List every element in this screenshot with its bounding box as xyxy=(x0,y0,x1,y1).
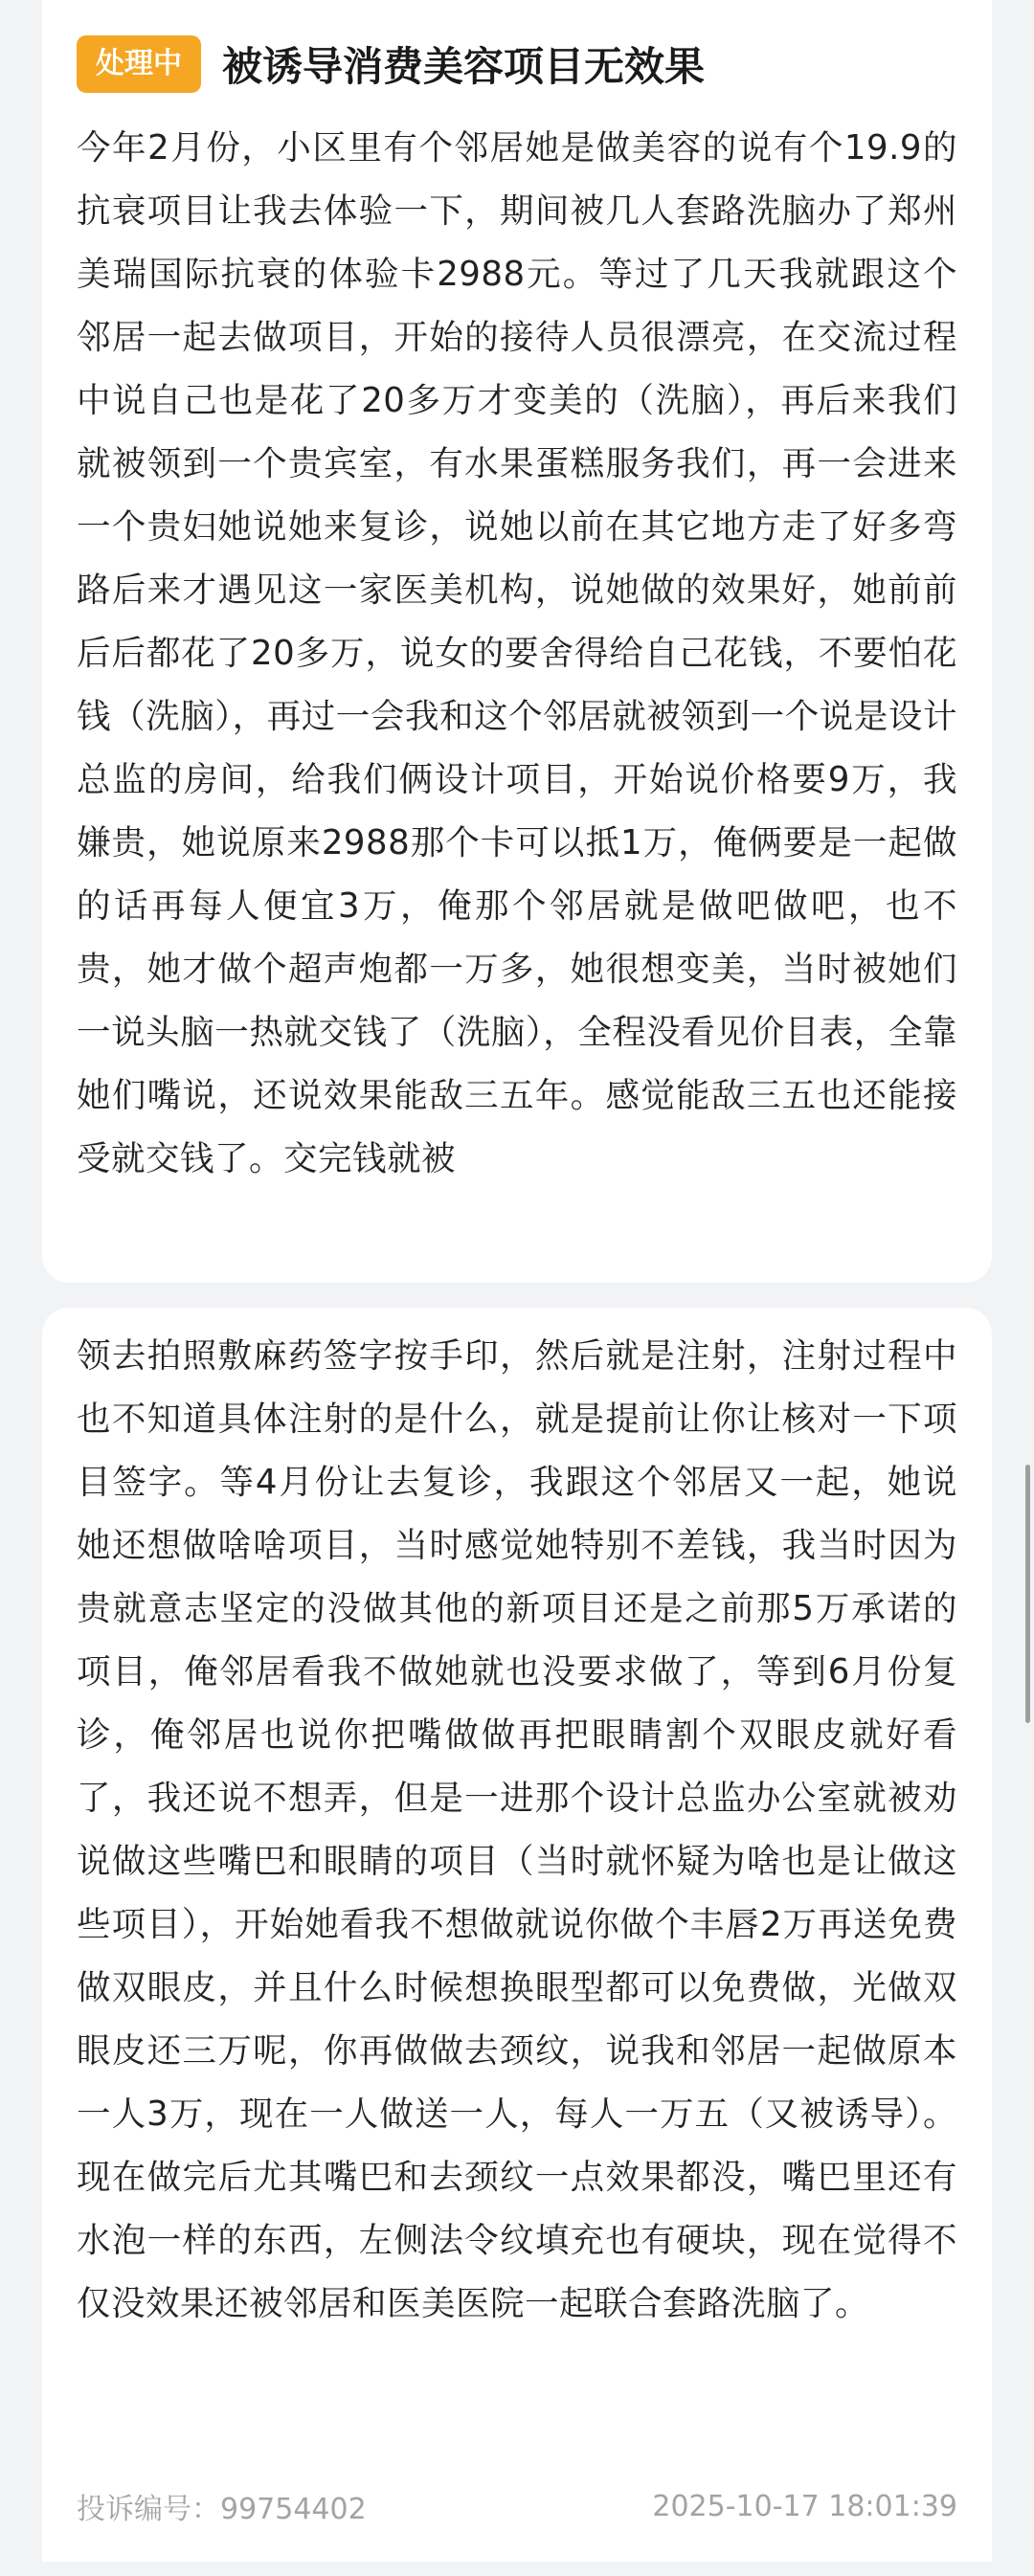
complaint-card-bottom xyxy=(42,1308,992,2562)
complaint-id xyxy=(77,2485,367,2527)
complaint-id-value: 99754402 xyxy=(220,2493,367,2526)
complaint-footer xyxy=(77,2485,957,2527)
complaint-body-part-2: 领去拍照敷麻药签字按手印，然后就是注射，注射过程中也不知道具体注射的是什么，就是提前让你让核对一下项目签字。等4月份让去复诊，我跟这个邻居又一起，她说她还想做啥啥项目，当时感觉她特别不差钱，我当时因为贵就意志坚定的没做其他的新项目还是之前那5万承诺的项目，俺邻居看我不做她就也没要求做了，等到6月份复诊，俺邻居也说你把嘴做做再把眼睛割个双眼皮就好看了，我还说不想弄，但是一进那个设计总监办公室就被劝说做这些嘴巴和眼睛的项目（当时就怀疑为啥也是让做这些项目），开始她看我不想做就说你做个丰唇2万再送免费做双眼皮，并且什么时候想换眼型都可以免费做，光做双眼皮还三万呢，你再做做去颈纹，说我和邻居一起做原本一人3万，现在一人做送一人，每人一万五（又被诱导）。现在做完后尤其嘴巴和去颈纹一点效果都没，嘴巴里还有水泡一样的东西，左侧法令纹填充也有硬块，现在觉得不仅没效果还被邻居和医美医院一起联合套路洗脑了。 xyxy=(77,1336,957,2323)
title-row xyxy=(77,31,957,98)
complaint-timestamp: 2025-10-17 18:01:39 xyxy=(652,2489,957,2523)
complaint-title[interactable]: 被诱导消费美容项目无效果 xyxy=(222,43,706,90)
complaint-body-part-1: 今年2月份，小区里有个邻居她是做美容的说有个19.9的抗衰项目让我去体验一下，期间被几人套路洗脑办了郑州美瑞国际抗衰的体验卡2988元。等过了几天我就跟这个邻居一起去做项目，开始的接待人员很漂亮，在交流过程中说自己也是花了20多万才变美的（洗脑），再后来我们就被领到一个贵宾室，有水果蛋糕服务我们，再一会进来一个贵妇她说她来复诊，说她以前在其它地方走了好多弯路后来才遇见这一家医美机构，说她做的效果好，她前前后后都花了20多万，说女的要舍得给自己花钱，不要怕花钱（洗脑），再过一会我和这个邻居就被领到一个说是设计总监的房间，给我们俩设计项目，开始说价格要9万，我嫌贵，她说原来2988那个卡可以抵1万，俺俩要是一起做的话再每人便宜3万，俺那个邻居就是做吧做吧，也不贵，她才做个超声炮都一万多，她很想变美，当时被她们一说头脑一热就交钱了（洗脑），全程没看见价目表，全靠她们嘴说，还说效果能敌三五年。感觉能敌三五也还能接受就交钱了。交完钱就被 xyxy=(77,128,957,1178)
complaint-id-label: 投诉编号： xyxy=(77,2493,220,2526)
complaint-card-top xyxy=(42,0,992,1283)
scrollbar-thumb[interactable] xyxy=(1025,1465,1030,1723)
status-badge: 处理中 xyxy=(77,35,201,93)
